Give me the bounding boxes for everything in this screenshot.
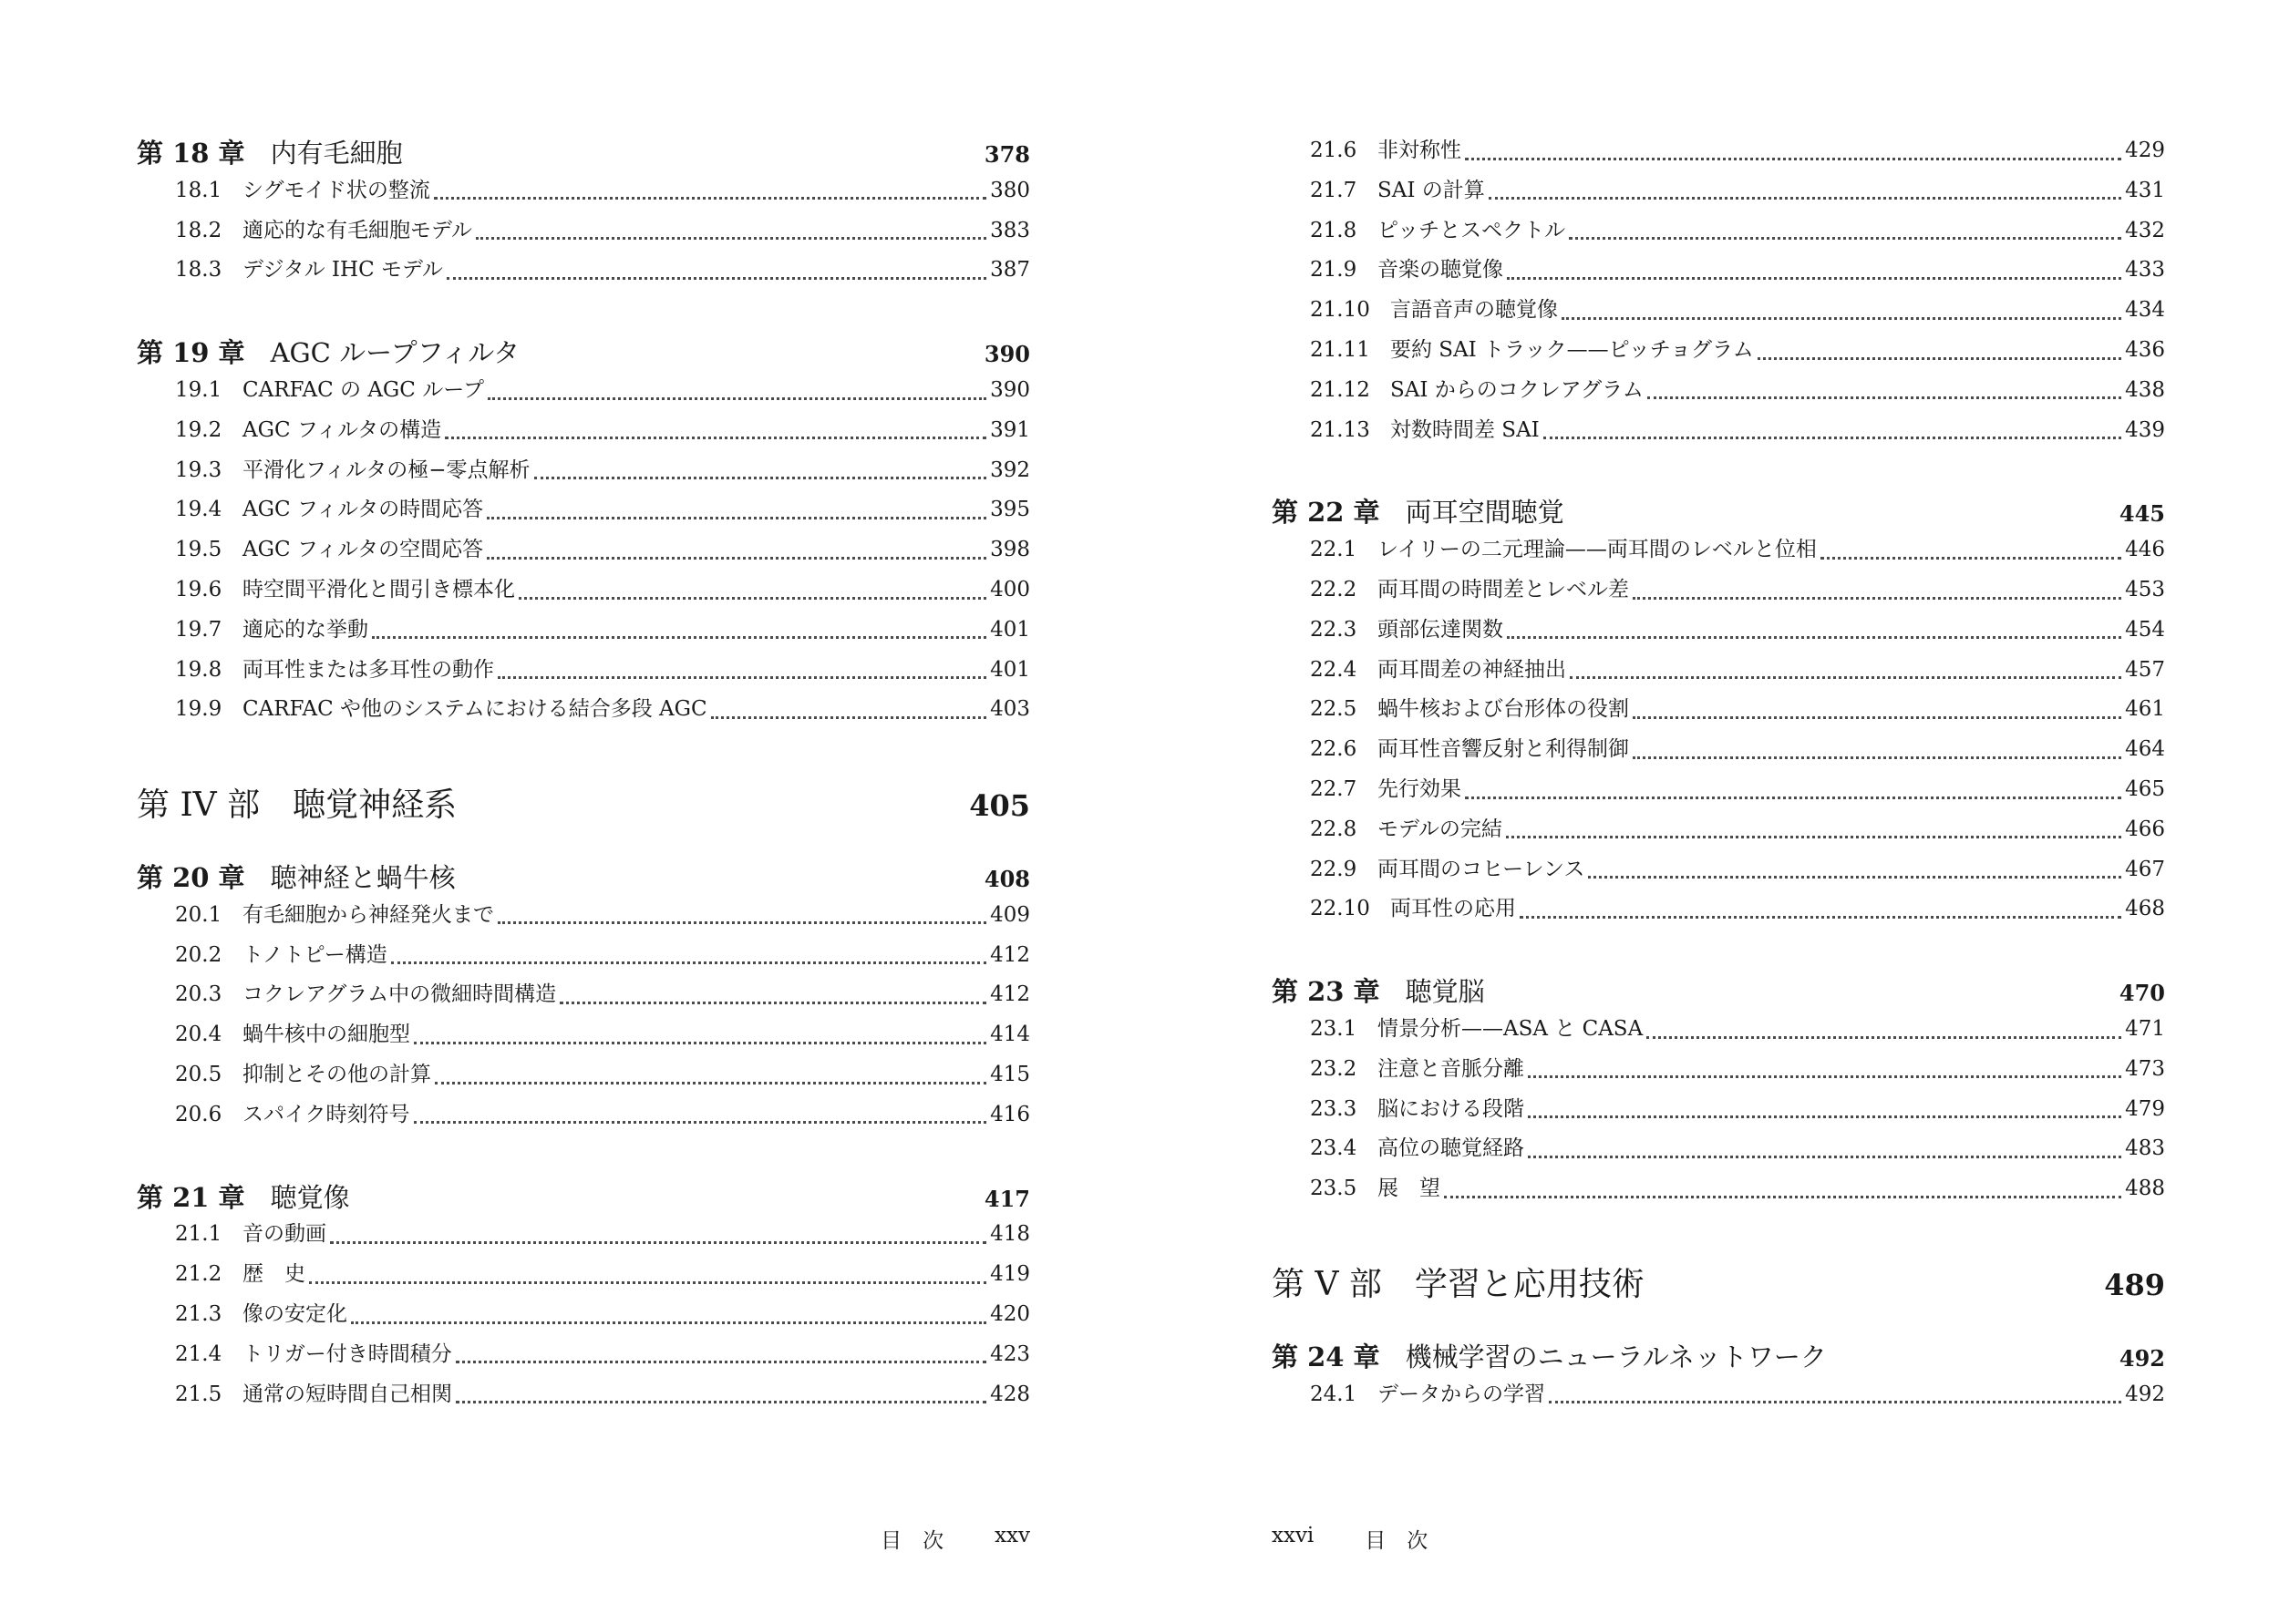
toc-section-entry <box>1310 213 2165 250</box>
section-page-number: 395 <box>990 498 1030 522</box>
dot-leader <box>414 1042 986 1044</box>
section-title: 高位の聴覚経路 <box>1377 1136 1524 1161</box>
toc-section-entry <box>175 1337 1030 1373</box>
dot-leader <box>309 1281 986 1284</box>
toc-chapter-heading <box>137 1177 1030 1218</box>
section-title: シグモイド状の整流 <box>242 178 430 202</box>
dot-leader <box>1528 1156 2121 1158</box>
section-page-number: 416 <box>990 1102 1030 1126</box>
part-title: 学習と応用技術 <box>1414 1266 1645 1303</box>
section-title: 注意と音脈分離 <box>1377 1056 1524 1081</box>
section-number: 20.5 <box>175 1063 222 1086</box>
dot-leader <box>1820 557 2121 560</box>
chapter-number: 第 20 章 <box>137 862 245 893</box>
section-title: 対数時間差 SAI <box>1390 417 1540 442</box>
toc-section-entry <box>1310 1012 2165 1048</box>
section-title: SAI の計算 <box>1377 178 1485 202</box>
section-title: 像の安定化 <box>242 1302 347 1326</box>
section-page-number: 428 <box>990 1382 1030 1406</box>
toc-part-heading <box>1272 1259 2165 1310</box>
dot-leader <box>1588 876 2121 879</box>
section-title: CARFAC の AGC ループ <box>242 378 485 402</box>
chapter-number: 第 23 章 <box>1272 976 1380 1008</box>
section-title: 有毛細胞から神経発火まで <box>242 902 494 927</box>
section-title: SAI からのコクレアグラム <box>1390 377 1644 402</box>
section-number: 22.1 <box>1310 538 1357 562</box>
section-number: 21.12 <box>1310 377 1370 402</box>
section-number: 22.2 <box>1310 578 1357 601</box>
section-title: トリガー付き時間積分 <box>242 1341 452 1366</box>
toc-section-entry <box>1310 333 2165 369</box>
section-page-number: 438 <box>2125 377 2165 402</box>
section-number: 21.1 <box>175 1222 222 1247</box>
section-page-number: 401 <box>990 617 1030 642</box>
toc-section-entry <box>1310 532 2165 569</box>
section-page-number: 400 <box>990 578 1030 601</box>
toc-part-heading <box>137 779 1030 830</box>
section-number: 22.6 <box>1310 737 1357 762</box>
section-title: 両耳性の応用 <box>1390 897 1516 921</box>
dot-leader <box>1507 636 2121 639</box>
dot-leader <box>1444 1196 2121 1198</box>
toc-section-entry <box>1310 653 2165 689</box>
section-number: 19.3 <box>175 457 222 482</box>
section-page-number: 392 <box>990 457 1030 482</box>
dot-leader <box>1543 437 2121 439</box>
section-number: 23.5 <box>1310 1177 1357 1201</box>
section-page-number: 488 <box>2125 1177 2165 1201</box>
section-number: 22.7 <box>1310 777 1357 801</box>
toc-section-entry <box>175 173 1030 210</box>
section-page-number: 412 <box>990 982 1030 1007</box>
section-title: 音楽の聴覚像 <box>1377 258 1503 283</box>
page-footer <box>881 1524 1030 1554</box>
section-number: 21.4 <box>175 1341 222 1366</box>
toc-section-entry <box>175 692 1030 728</box>
section-title: 要約 SAI トラック——ピッチョグラム <box>1390 338 1754 362</box>
section-number: 19.8 <box>175 657 222 682</box>
section-page-number: 468 <box>2125 897 2165 921</box>
section-number: 21.10 <box>1310 298 1370 323</box>
dot-leader <box>434 197 986 200</box>
toc-section-entry <box>175 1257 1030 1293</box>
toc-section-entry <box>175 413 1030 449</box>
toc-section-entry <box>1310 812 2165 848</box>
section-page-number: 429 <box>2125 139 2165 162</box>
section-title: スパイク時刻符号 <box>242 1102 410 1126</box>
toc-section-entry <box>175 1057 1030 1094</box>
toc-section-entry <box>175 653 1030 689</box>
chapter-title: 聴神経と蝸牛核 <box>270 862 456 893</box>
dot-leader <box>560 1002 986 1004</box>
left-page <box>137 0 1030 1624</box>
toc-section-entry <box>175 977 1030 1013</box>
dot-leader <box>1549 1401 2121 1403</box>
section-page-number: 418 <box>990 1222 1030 1247</box>
section-page-number: 398 <box>990 538 1030 562</box>
dot-leader <box>476 237 986 240</box>
part-page-number: 489 <box>2104 1268 2165 1302</box>
section-page-number: 453 <box>2125 578 2165 601</box>
toc-section-entry <box>175 252 1030 289</box>
toc-chapter-heading <box>137 133 1030 173</box>
section-page-number: 412 <box>990 942 1030 967</box>
dot-leader <box>1465 158 2121 160</box>
section-title: 先行効果 <box>1377 777 1461 801</box>
section-title: ピッチとスペクトル <box>1377 218 1566 242</box>
section-number: 21.8 <box>1310 218 1357 242</box>
section-page-number: 420 <box>990 1302 1030 1326</box>
section-page-number: 401 <box>990 657 1030 682</box>
section-number: 21.11 <box>1310 338 1370 362</box>
section-page-number: 423 <box>990 1341 1030 1366</box>
dot-leader <box>435 1082 986 1084</box>
section-page-number: 464 <box>2125 737 2165 762</box>
section-number: 20.6 <box>175 1102 222 1126</box>
section-title: レイリーの二元理論——両耳間のレベルと位相 <box>1377 538 1817 562</box>
section-title: AGC フィルタの構造 <box>242 417 442 442</box>
section-number: 21.13 <box>1310 417 1370 442</box>
part-number: 第 IV 部 <box>137 786 261 825</box>
dot-leader <box>711 716 986 719</box>
section-number: 19.1 <box>175 378 222 402</box>
toc-section-entry <box>1310 1131 2165 1167</box>
section-number: 23.1 <box>1310 1017 1357 1041</box>
dot-leader <box>456 1361 986 1363</box>
section-number: 23.2 <box>1310 1056 1357 1081</box>
dot-leader <box>1528 1115 2121 1118</box>
toc-section-entry <box>1310 293 2165 329</box>
section-title: 適応的な挙動 <box>242 617 368 642</box>
section-page-number: 434 <box>2125 298 2165 323</box>
dot-leader <box>330 1241 986 1244</box>
section-title: 両耳性または多耳性の動作 <box>242 657 494 682</box>
toc-section-entry <box>1310 572 2165 609</box>
section-page-number: 414 <box>990 1023 1030 1047</box>
section-page-number: 433 <box>2125 258 2165 283</box>
toc-section-entry <box>175 898 1030 934</box>
toc-section-entry <box>1310 1052 2165 1088</box>
toc-section-entry <box>175 532 1030 569</box>
dot-leader <box>498 676 986 679</box>
section-title: 脳における段階 <box>1377 1096 1524 1121</box>
toc-section-entry <box>1310 1092 2165 1128</box>
section-number: 23.3 <box>1310 1096 1357 1121</box>
section-number: 21.9 <box>1310 258 1357 283</box>
toc-section-entry <box>1310 173 2165 210</box>
part-page-number: 405 <box>969 788 1030 824</box>
section-title: 言語音声の聴覚像 <box>1390 298 1558 323</box>
section-page-number: 467 <box>2125 857 2165 881</box>
section-page-number: 380 <box>990 178 1030 202</box>
section-page-number: 465 <box>2125 777 2165 801</box>
section-number: 22.3 <box>1310 617 1357 642</box>
dot-leader <box>1489 197 2121 200</box>
section-number: 21.3 <box>175 1302 222 1326</box>
section-number: 18.2 <box>175 218 222 242</box>
toc-section-entry <box>1310 1171 2165 1208</box>
toc-section-entry <box>175 453 1030 489</box>
section-number: 19.9 <box>175 697 222 722</box>
section-number: 19.7 <box>175 617 222 642</box>
section-title: AGC フィルタの空間応答 <box>242 538 484 562</box>
footer-label: 目 次 <box>881 1529 944 1553</box>
section-page-number: 436 <box>2125 338 2165 362</box>
section-title: 抑制とその他の計算 <box>242 1063 431 1086</box>
section-page-number: 419 <box>990 1262 1030 1287</box>
section-page-number: 383 <box>990 218 1030 242</box>
section-title: 音の動画 <box>242 1222 326 1247</box>
toc-section-entry <box>1310 732 2165 768</box>
toc-section-entry <box>1310 852 2165 889</box>
chapter-page-number: 390 <box>984 341 1030 368</box>
toc-section-entry <box>1310 413 2165 449</box>
chapter-number: 第 24 章 <box>1272 1341 1380 1372</box>
toc-section-entry <box>1310 1377 2165 1413</box>
section-title: 展 望 <box>1377 1177 1440 1201</box>
section-number: 22.10 <box>1310 897 1370 921</box>
toc-section-entry <box>1310 133 2165 170</box>
section-title: 時空間平滑化と間引き標本化 <box>242 578 515 601</box>
toc-section-entry <box>175 492 1030 529</box>
dot-leader <box>1758 357 2121 360</box>
section-number: 19.2 <box>175 417 222 442</box>
dot-leader <box>1507 277 2121 280</box>
chapter-title: 内有毛細胞 <box>270 138 403 169</box>
right-page <box>1272 0 2165 1624</box>
chapter-page-number: 417 <box>984 1185 1030 1212</box>
chapter-number: 第 18 章 <box>137 138 245 169</box>
footer-page-number: xxvi <box>1272 1524 1315 1547</box>
chapter-title: 聴覚脳 <box>1405 976 1485 1008</box>
toc-chapter-heading <box>137 858 1030 898</box>
dot-leader <box>391 961 986 964</box>
chapter-number: 第 19 章 <box>137 337 245 369</box>
toc-section-entry <box>175 1377 1030 1413</box>
dot-leader <box>351 1321 986 1324</box>
section-page-number: 457 <box>2125 657 2165 682</box>
section-title: 通常の短時間自己相関 <box>242 1382 452 1406</box>
section-title: デジタル IHC モデル <box>242 258 443 283</box>
dot-leader <box>1646 1036 2121 1039</box>
section-number: 19.6 <box>175 578 222 601</box>
section-page-number: 483 <box>2125 1136 2165 1161</box>
dot-leader <box>372 636 986 639</box>
section-page-number: 390 <box>990 378 1030 402</box>
footer-label: 目 次 <box>1365 1529 1428 1553</box>
section-title: CARFAC や他のシステムにおける結合多段 AGC <box>242 697 707 722</box>
section-number: 22.5 <box>1310 697 1357 722</box>
section-page-number: 387 <box>990 258 1030 283</box>
toc-section-entry <box>175 1297 1030 1333</box>
toc-chapter-heading <box>1272 492 2165 532</box>
chapter-title: AGC ループフィルタ <box>270 337 521 369</box>
toc-section-entry <box>175 213 1030 250</box>
section-page-number: 466 <box>2125 817 2165 841</box>
section-page-number: 454 <box>2125 617 2165 642</box>
dot-leader <box>1520 916 2121 919</box>
section-title: モデルの完結 <box>1377 817 1502 841</box>
section-number: 20.1 <box>175 902 222 927</box>
section-number: 20.3 <box>175 982 222 1007</box>
section-number: 21.5 <box>175 1382 222 1406</box>
dot-leader <box>1633 756 2121 759</box>
section-page-number: 473 <box>2125 1056 2165 1081</box>
chapter-number: 第 22 章 <box>1272 497 1380 529</box>
dot-leader <box>519 597 986 600</box>
part-title: 聴覚神経系 <box>293 786 458 825</box>
section-page-number: 415 <box>990 1063 1030 1086</box>
section-number: 22.8 <box>1310 817 1357 841</box>
chapter-title: 両耳空間聴覚 <box>1405 497 1564 529</box>
dot-leader <box>1506 836 2121 838</box>
dot-leader <box>1528 1075 2121 1078</box>
toc-section-entry <box>1310 692 2165 728</box>
dot-leader <box>487 557 986 560</box>
section-number: 21.2 <box>175 1262 222 1287</box>
dot-leader <box>534 477 987 479</box>
dot-leader <box>1569 237 2121 240</box>
toc-section-entry <box>175 938 1030 974</box>
dot-leader <box>456 1401 986 1403</box>
toc-section-entry <box>175 1017 1030 1054</box>
section-title: 蝸牛核および台形体の役割 <box>1377 697 1629 722</box>
part-number: 第 V 部 <box>1272 1266 1382 1303</box>
section-number: 23.4 <box>1310 1136 1357 1161</box>
section-title: 平滑化フィルタの極−零点解析 <box>242 457 531 482</box>
section-page-number: 391 <box>990 417 1030 442</box>
section-number: 21.6 <box>1310 139 1357 162</box>
section-title: 頭部伝達関数 <box>1377 617 1503 642</box>
section-number: 20.4 <box>175 1023 222 1047</box>
section-page-number: 409 <box>990 902 1030 927</box>
dot-leader <box>445 437 986 439</box>
section-title: 非対称性 <box>1377 139 1461 162</box>
section-number: 19.5 <box>175 538 222 562</box>
toc-section-entry <box>1310 891 2165 928</box>
toc-chapter-heading <box>1272 971 2165 1012</box>
section-title: 両耳性音響反射と利得制御 <box>1377 737 1629 762</box>
section-title: コクレアグラム中の微細時間構造 <box>242 982 557 1007</box>
section-title: 両耳間差の神経抽出 <box>1377 657 1566 682</box>
section-page-number: 431 <box>2125 178 2165 202</box>
section-number: 18.3 <box>175 258 222 283</box>
dot-leader <box>1562 317 2121 320</box>
toc-chapter-heading <box>1272 1337 2165 1377</box>
toc-section-entry <box>175 1097 1030 1134</box>
section-title: 両耳間のコヒーレンス <box>1377 857 1585 881</box>
chapter-page-number: 378 <box>984 141 1030 168</box>
dot-leader <box>1647 396 2121 399</box>
section-number: 22.9 <box>1310 857 1357 881</box>
dot-leader <box>487 517 986 519</box>
dot-leader <box>1465 797 2121 799</box>
toc-section-entry <box>1310 373 2165 409</box>
section-number: 24.1 <box>1310 1382 1357 1406</box>
footer-page-number: xxv <box>995 1524 1030 1547</box>
toc-section-entry <box>175 373 1030 409</box>
chapter-page-number: 470 <box>2119 980 2165 1007</box>
section-title: 情景分析——ASA と CASA <box>1377 1017 1644 1041</box>
toc-section-entry <box>175 1217 1030 1253</box>
dot-leader <box>414 1121 987 1124</box>
section-page-number: 471 <box>2125 1017 2165 1041</box>
section-number: 19.4 <box>175 498 222 522</box>
section-title: データからの学習 <box>1377 1382 1545 1406</box>
section-number: 20.2 <box>175 942 222 967</box>
chapter-title: 聴覚像 <box>270 1181 350 1213</box>
chapter-title: 機械学習のニューラルネットワーク <box>1405 1341 1827 1372</box>
section-page-number: 479 <box>2125 1096 2165 1121</box>
section-page-number: 439 <box>2125 417 2165 442</box>
toc-chapter-heading <box>137 333 1030 373</box>
dot-leader <box>498 921 986 924</box>
chapter-page-number: 445 <box>2119 500 2165 528</box>
section-title: 歴 史 <box>242 1262 305 1287</box>
section-page-number: 492 <box>2125 1382 2165 1406</box>
dot-leader <box>1633 597 2121 600</box>
section-title: AGC フィルタの時間応答 <box>242 498 484 522</box>
toc-section-entry <box>1310 612 2165 649</box>
section-number: 18.1 <box>175 178 222 202</box>
section-title: 両耳間の時間差とレベル差 <box>1377 578 1629 601</box>
dot-leader <box>1633 716 2121 719</box>
section-page-number: 461 <box>2125 697 2165 722</box>
section-number: 22.4 <box>1310 657 1357 682</box>
toc-section-entry <box>1310 772 2165 808</box>
section-number: 21.7 <box>1310 178 1357 202</box>
chapter-number: 第 21 章 <box>137 1181 245 1213</box>
section-title: 蝸牛核中の細胞型 <box>242 1023 410 1047</box>
toc-section-entry <box>175 572 1030 609</box>
dot-leader <box>447 277 986 280</box>
dot-leader <box>488 397 986 400</box>
page-footer <box>1272 1524 1428 1554</box>
section-title: 適応的な有毛細胞モデル <box>242 218 472 242</box>
section-title: トノトピー構造 <box>242 942 387 967</box>
section-page-number: 403 <box>990 697 1030 722</box>
dot-leader <box>1570 676 2121 679</box>
toc-section-entry <box>1310 252 2165 289</box>
toc-section-entry <box>175 612 1030 649</box>
section-page-number: 446 <box>2125 538 2165 562</box>
section-page-number: 432 <box>2125 218 2165 242</box>
chapter-page-number: 408 <box>984 866 1030 892</box>
chapter-page-number: 492 <box>2119 1344 2165 1372</box>
